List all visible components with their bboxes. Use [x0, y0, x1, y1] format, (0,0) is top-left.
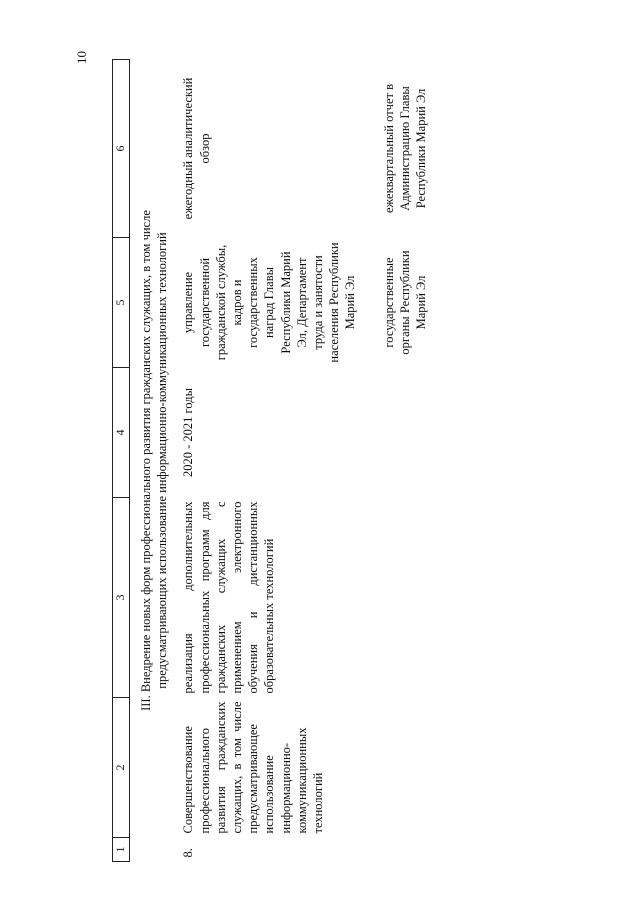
column-number: 4: [113, 368, 130, 498]
column-number-row: [113, 60, 130, 862]
table-row: [180, 60, 358, 862]
measure-cell: Совершенствование профессионального развития гражданских служащих, в том числе предусматривающее использование информационно-коммуникационных технологий: [181, 701, 326, 834]
rotated-table-container: [112, 60, 492, 862]
column-number: 5: [113, 238, 130, 368]
column-number: 1: [113, 838, 130, 862]
row-spacer: [359, 60, 381, 862]
row-number: 8.: [181, 848, 196, 858]
responsible-cell: государственные органы Республики Марий Эл: [381, 250, 429, 355]
period-cell: [381, 368, 430, 498]
section-heading: [130, 60, 181, 862]
result-cell: ежегодный аналитический обзор: [181, 77, 212, 220]
table-row: [381, 60, 430, 862]
section-heading-line: предусматривающих использование информационно-коммуникационных технологий: [155, 232, 170, 689]
page-number: 10: [74, 51, 89, 64]
result-cell: ежеквартальный отчет в Администрацию Главы Республики Марий Эл: [381, 84, 429, 213]
section-heading-row: [130, 60, 181, 862]
column-number: 6: [113, 60, 130, 238]
plan-table: [112, 59, 429, 862]
column-number: 3: [113, 498, 130, 698]
activity-cell: реализация дополнительных профессиональных программ для гражданских служащих с применением электронного обучения и дистанционных образовательных технологий: [181, 501, 277, 694]
row-number: [381, 838, 430, 862]
section-heading-line: III. Внедрение новых форм профессионального развития гражданских служащих, в том числе: [139, 210, 153, 711]
column-number: 2: [113, 698, 130, 838]
period-cell: 2020 - 2021 годы: [181, 388, 196, 478]
responsible-cell: управление государственной гражданской службы, кадров и государственных наград Главы Республики Марий Эл, Департамент труда и занятости населения Республики Марий Эл: [181, 242, 358, 363]
measure-cell: [381, 698, 430, 838]
activity-cell: [381, 498, 430, 698]
